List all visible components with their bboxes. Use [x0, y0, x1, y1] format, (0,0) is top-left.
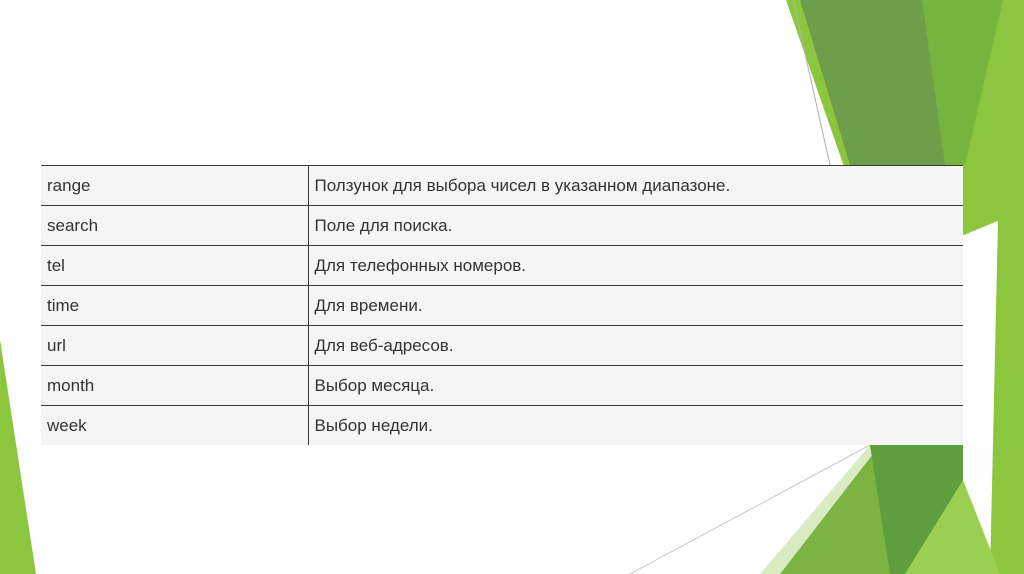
type-cell: time — [41, 286, 308, 326]
left-green-strip — [0, 340, 36, 574]
table-row — [41, 246, 963, 286]
description-cell: Для времени. — [308, 286, 963, 326]
type-cell: range — [41, 166, 308, 206]
description-cell: Для веб-адресов. — [308, 326, 963, 366]
description-cell: Выбор месяца. — [308, 366, 963, 406]
type-cell: week — [41, 406, 308, 446]
table-row — [41, 166, 963, 206]
description-cell: Выбор недели. — [308, 406, 963, 446]
description-cell: Для телефонных номеров. — [308, 246, 963, 286]
table-row — [41, 286, 963, 326]
type-cell: search — [41, 206, 308, 246]
table-row — [41, 326, 963, 366]
description-cell: Ползунок для выбора чисел в указанном диапазоне. — [308, 166, 963, 206]
description-cell: Поле для поиска. — [308, 206, 963, 246]
table-row — [41, 366, 963, 406]
types-table — [41, 165, 963, 445]
input-types-table — [41, 165, 963, 444]
type-cell: tel — [41, 246, 308, 286]
type-cell: month — [41, 366, 308, 406]
type-cell: url — [41, 326, 308, 366]
table-row — [41, 406, 963, 446]
table-row — [41, 206, 963, 246]
